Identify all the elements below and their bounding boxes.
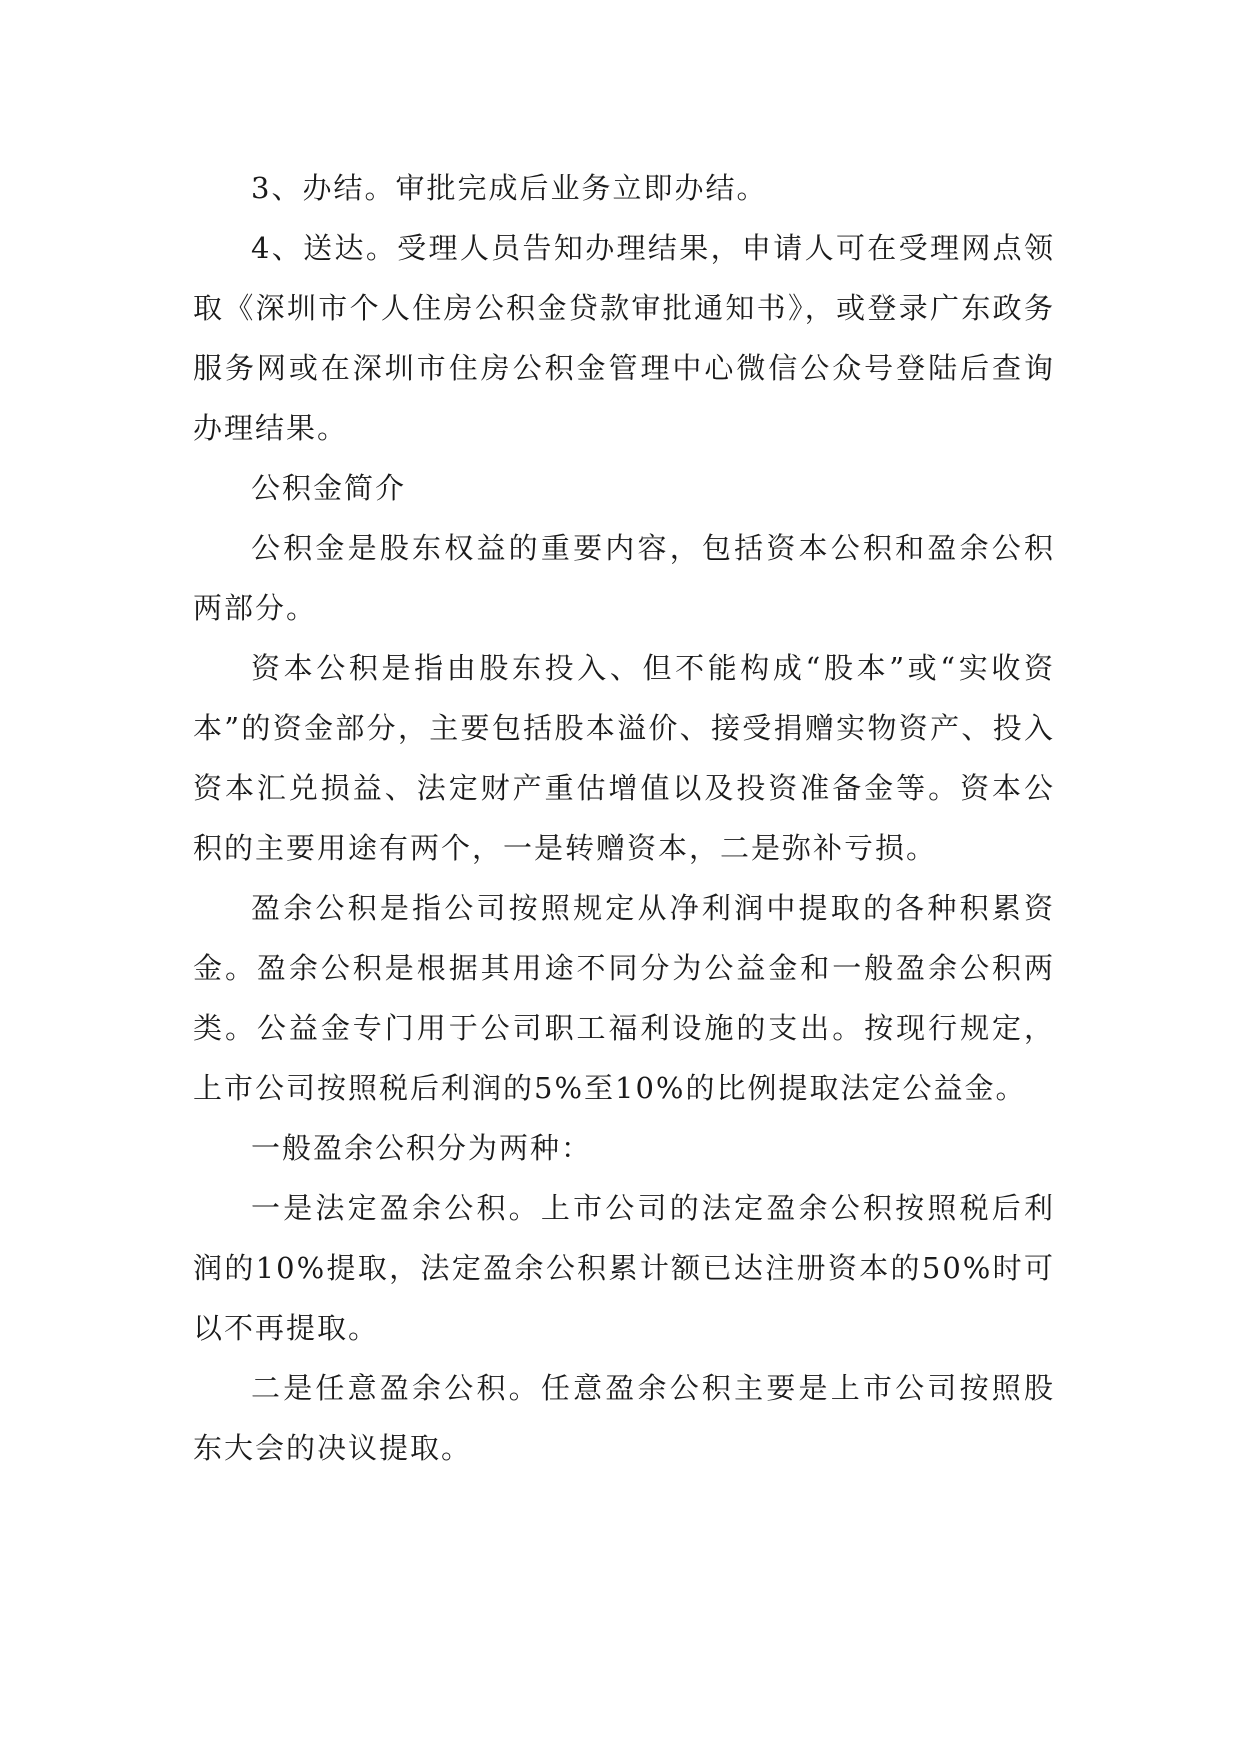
paragraph-statutory-surplus: 一是法定盈余公积。上市公司的法定盈余公积按照税后利润的10%提取，法定盈余公积累计额已达注册资本的50%时可以不再提取。 xyxy=(193,1191,1055,1345)
paragraph-step-4: 4、送达。受理人员告知办理结果，申请人可在受理网点领取《深圳市个人住房公积金贷款审批通知书》，或登录广东政务服务网或在深圳市住房公积金管理中心微信公众号登陆后查询办理结果。 xyxy=(193,231,1055,445)
paragraph-intro: 公积金是股东权益的重要内容，包括资本公积和盈余公积两部分。 xyxy=(193,531,1055,625)
paragraph-capital-reserve: 资本公积是指由股东投入、但不能构成“股本”或“实收资本”的资金部分，主要包括股本溢价、接受捐赠实物资产、投入资本汇兑损益、法定财产重估增值以及投资准备金等。资本公积的主要用途有两个，一是转赠资本，二是弥补亏损。 xyxy=(193,651,1055,865)
paragraph-surplus-reserve: 盈余公积是指公司按照规定从净利润中提取的各种积累资金。盈余公积是根据其用途不同分为公益金和一般盈余公积两类。公益金专门用于公司职工福利设施的支出。按现行规定，上市公司按照税后利润的5%至10%的比例提取法定公益金。 xyxy=(193,891,1055,1105)
paragraph-discretionary-surplus: 二是任意盈余公积。任意盈余公积主要是上市公司按照股东大会的决议提取。 xyxy=(193,1371,1055,1465)
section-heading: 公积金简介 xyxy=(251,471,407,505)
document-body xyxy=(193,158,1055,1478)
paragraph-general-surplus: 一般盈余公积分为两种： xyxy=(251,1131,593,1165)
paragraph-step-3: 3、办结。审批完成后业务立即办结。 xyxy=(251,171,768,205)
